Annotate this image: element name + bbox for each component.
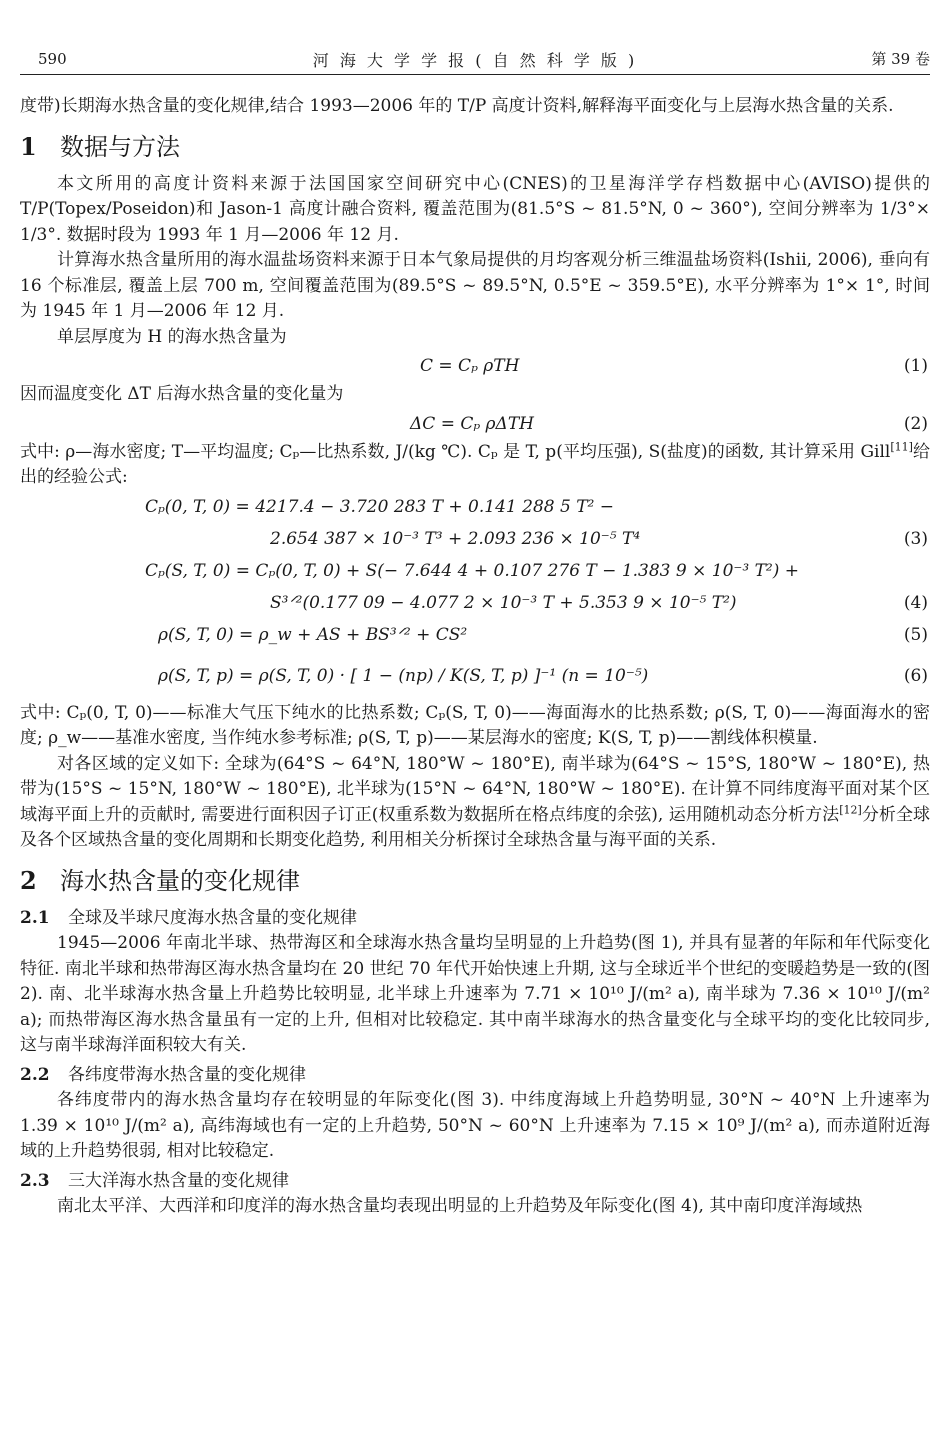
equation-5-expr: ρ(S, T, 0) = ρ_w + AS + BS³ᐟ² + CS²	[158, 624, 468, 645]
intro-paragraph: 度带)长期海水热含量的变化规律,结合 1993—2006 年的 T/P 高度计资料,解释海平面变化与上层海水热含量的关系.	[20, 96, 894, 116]
equation-4-expr-2: S³ᐟ²(0.177 09 − 4.077 2 × 10⁻³ T + 5.353 9 × 10⁻⁵ T²)	[270, 592, 737, 613]
equation-variables-paragraph: 式中: Cₚ(0, T, 0)——标准大气压下纯水的比热系数; Cₚ(S, T, 0)——海面海水的比热系数; ρ(S, T, 0)——海面海水的密度; ρ_w——基准水密度, 当作纯水参考标准; ρ(S, T, p)——某层海水的密度; K(S, T, p)——割线体积模量.	[20, 702, 930, 748]
citation-11: [11]	[890, 439, 913, 453]
subsection-2-2-paragraph: 各纬度带内的海水热含量均存在较明显的年际变化(图 3). 中纬度海域上升趋势明显, 30°N ~ 40°N 上升速率为 1.39 × 10¹⁰ J/(m² a), 高纬海域也有一定的上升趋势, 50°N ~ 60°N 上升速率为 7.15 × 10⁹ J/(m² a), 而赤道附近海域的上升趋势很弱, 相对比较稳定.	[20, 1090, 930, 1161]
subsection-2-2-heading	[20, 1063, 930, 1089]
equation-4-tag: (4)	[903, 592, 928, 613]
region-definition-paragraph	[20, 752, 930, 854]
symbol-definition-paragraph	[20, 440, 930, 491]
subsection-2-2-number: 2.2	[20, 1064, 50, 1085]
equation-1	[20, 350, 930, 382]
equation-3-tag: (3)	[903, 528, 928, 549]
section-2-heading	[20, 864, 930, 898]
equation-3-line-1	[20, 491, 930, 523]
equation-6-expr: ρ(S, T, p) = ρ(S, T, 0) · [ 1 − (np) / K(S, T, p) ]⁻¹ (n = 10⁻⁵)	[158, 665, 649, 686]
equation-1-expr: C = Cₚ ρTH	[420, 356, 520, 376]
subsection-2-3-heading	[20, 1169, 930, 1195]
equation-3-line-2	[20, 523, 930, 555]
symbol-definition-text: 式中: ρ—海水密度; T—平均温度; Cₚ—比热系数, J/(kg ℃). Cₚ 是 T, p(平均压强), S(盐度)的函数, 其计算采用 Gill	[20, 441, 891, 462]
subsection-2-3-paragraph: 南北太平洋、大西洋和印度洋的海水热含量均表现出明显的上升趋势及年际变化(图 4), 其中南印度洋海域热	[57, 1196, 863, 1216]
equation-4-line-1	[20, 555, 930, 587]
article-body	[20, 94, 930, 1220]
equation-2-expr: ΔC = Cₚ ρΔTH	[410, 413, 534, 434]
section-1-number: 1	[20, 131, 37, 161]
section-1-title: 数据与方法	[60, 132, 180, 161]
subsection-2-3-title: 三大洋海水热含量的变化规律	[68, 1170, 289, 1191]
equation-1-tag: (1)	[903, 356, 928, 376]
equation-2	[20, 408, 930, 440]
equation-5	[20, 619, 930, 651]
subsection-2-1-heading	[20, 906, 930, 932]
equation-6	[20, 651, 930, 701]
section-1-heading	[20, 130, 930, 164]
equation-3-expr-1: Cₚ(0, T, 0) = 4217.4 − 3.720 283 T + 0.141 288 5 T² −	[145, 496, 615, 517]
subsection-2-1-number: 2.1	[20, 907, 50, 928]
equation-6-tag: (6)	[903, 665, 928, 686]
temperature-salinity-paragraph: 计算海水热含量所用的海水温盐场资料来源于日本气象局提供的月均客观分析三维温盐场资料(Ishii, 2006), 垂向有 16 个标准层, 覆盖上层 700 m, 空间覆盖范围为(89.5°S ~ 89.5°N, 0.5°E ~ 359.5°E), 水平分辨率为 1°× 1°, 时间为 1945 年 1 月—2006 年 12 月.	[20, 250, 930, 321]
citation-12: [12]	[839, 802, 862, 816]
subsection-2-1-title: 全球及半球尺度海水热含量的变化规律	[68, 907, 357, 928]
altimeter-data-paragraph: 本文所用的高度计资料来源于法国国家空间研究中心(CNES)的卫星海洋学存档数据中心(AVISO)提供的 T/P(Topex/Poseidon)和 Jason-1 高度计融合资料, 覆盖范围为(81.5°S ~ 81.5°N, 0 ~ 360°), 空间分辨率为 1/3°× 1/3°. 数据时段为 1993 年 1 月—2006 年 12 月.	[20, 173, 930, 245]
section-2-number: 2	[20, 865, 37, 895]
subsection-2-3-number: 2.3	[20, 1170, 50, 1191]
subsection-2-2-title: 各纬度带海水热含量的变化规律	[68, 1064, 306, 1085]
page-number: 590	[38, 50, 67, 68]
equation-4-expr-1: Cₚ(S, T, 0) = Cₚ(0, T, 0) + S(− 7.644 4 + 0.107 276 T − 1.383 9 × 10⁻³ T²) +	[145, 560, 800, 581]
subsection-2-1-paragraph: 1945—2006 年南北半球、热带海区和全球海水热含量均呈明显的上升趋势(图 1), 并具有显著的年际和年代际变化特征. 南北半球和热带海区海水热含量均在 20 世纪 70 年代开始快速上升期, 这与全球近半个世纪的变暖趋势是一致的(图 2). 南、北半球海水热含量上升趋势比较明显, 北半球上升速率为 7.71 × 10¹⁰ J/(m² a), 南半球为 7.36 × 10¹⁰ J/(m² a); 而热带海区海水热含量虽有一定的上升, 但相对比较稳定. 其中南半球海水的热含量变化与全球平均的变化比较同步, 这与南半球海洋面积较大有关.	[20, 933, 930, 1055]
symbol-definition-tail: 给出的经验公式:	[20, 441, 930, 487]
journal-title: 河 海 大 学 学 报 ( 自 然 科 学 版 )	[312, 51, 638, 70]
section-2-title: 海水热含量的变化规律	[60, 866, 300, 895]
equation-2-tag: (2)	[903, 413, 928, 434]
equation-5-tag: (5)	[903, 624, 928, 645]
region-definition-tail: 分析全球及各个区域热含量的变化周期和长期变化趋势, 利用相关分析探讨全球热含量与海平面的关系.	[20, 804, 930, 850]
running-head	[20, 48, 930, 75]
equation-3-expr-2: 2.654 387 × 10⁻³ T³ + 2.093 236 × 10⁻⁵ T⁴	[270, 528, 641, 549]
volume-label: 第 39 卷	[871, 50, 930, 68]
temperature-change-intro: 因而温度变化 ΔT 后海水热含量的变化量为	[20, 384, 344, 404]
region-definition-text: 对各区域的定义如下: 全球为(64°S ~ 64°N, 180°W ~ 180°E), 南半球为(64°S ~ 15°S, 180°W ~ 180°E), 热带为(15°S ~ 15°N, 180°W ~ 180°E), 北半球为(15°N ~ 64°N, 180°W ~ 180°E). 在计算不同纬度海平面对某个区域海平面上升的贡献时, 需要进行面积因子订正(权重系数为数据所在格点纬度的余弦), 运用随机动态分析方法	[20, 753, 930, 825]
heat-content-intro: 单层厚度为 H 的海水热含量为	[57, 326, 287, 347]
equation-4-line-2	[20, 587, 930, 619]
